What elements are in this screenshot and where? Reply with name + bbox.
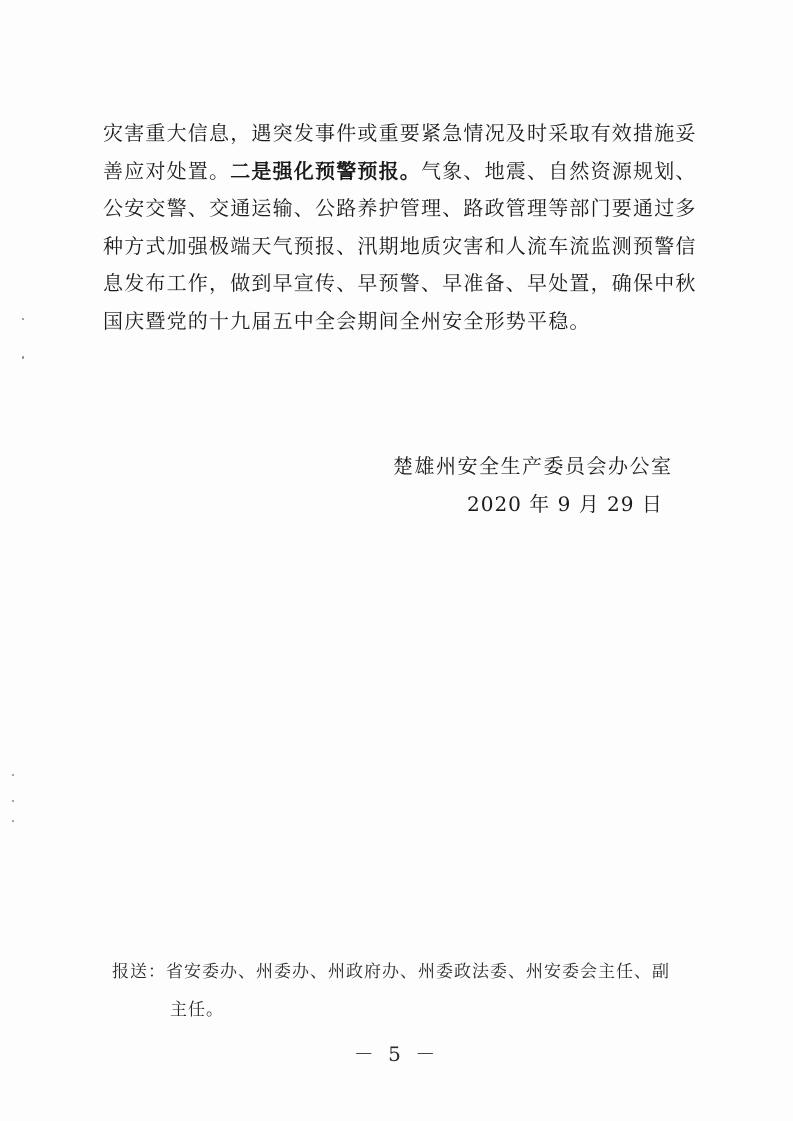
- body-line-4: 种方式加强极端天气预报、汛期地质灾害和人流车流监测预警信: [103, 233, 697, 258]
- scan-speck: [12, 820, 14, 822]
- signature-org: 楚雄州安全生产委员会办公室: [393, 454, 673, 478]
- body-line-2-plain: 善应对处置。: [103, 158, 231, 183]
- body-line-2-rest: 气象、地震、自然资源规划、: [421, 158, 697, 183]
- page-number: － 5 －: [353, 1042, 440, 1066]
- cc-list: [112, 953, 670, 1029]
- signature-date: 2020 年 9 月 29 日: [467, 492, 663, 516]
- scan-speck: [22, 356, 24, 359]
- body-line-3: 公安交警、交通运输、公路养护管理、路政管理等部门要通过多: [103, 196, 697, 220]
- scan-speck: [12, 800, 14, 802]
- body-line-5: 息发布工作，做到早宣传、早预警、早准备、早处置，确保中秋: [103, 271, 697, 295]
- body-line-2: [103, 153, 703, 191]
- scan-speck: [12, 774, 14, 776]
- body-line-2-bold: 二是强化预警预报。: [230, 158, 422, 183]
- body-line-6: 国庆暨党的十九届五中全会期间全州安全形势平稳。: [103, 308, 591, 333]
- body-paragraph: [103, 115, 703, 340]
- cc-line-1: 报送：省安委办、州委办、州政府办、州委政法委、州安委会主任、副: [112, 962, 670, 982]
- cc-line-2: 主任。: [170, 1000, 224, 1020]
- scan-speck: [22, 318, 24, 320]
- body-line-1: 灾害重大信息，遇突发事件或重要紧急情况及时采取有效措施妥: [103, 121, 697, 145]
